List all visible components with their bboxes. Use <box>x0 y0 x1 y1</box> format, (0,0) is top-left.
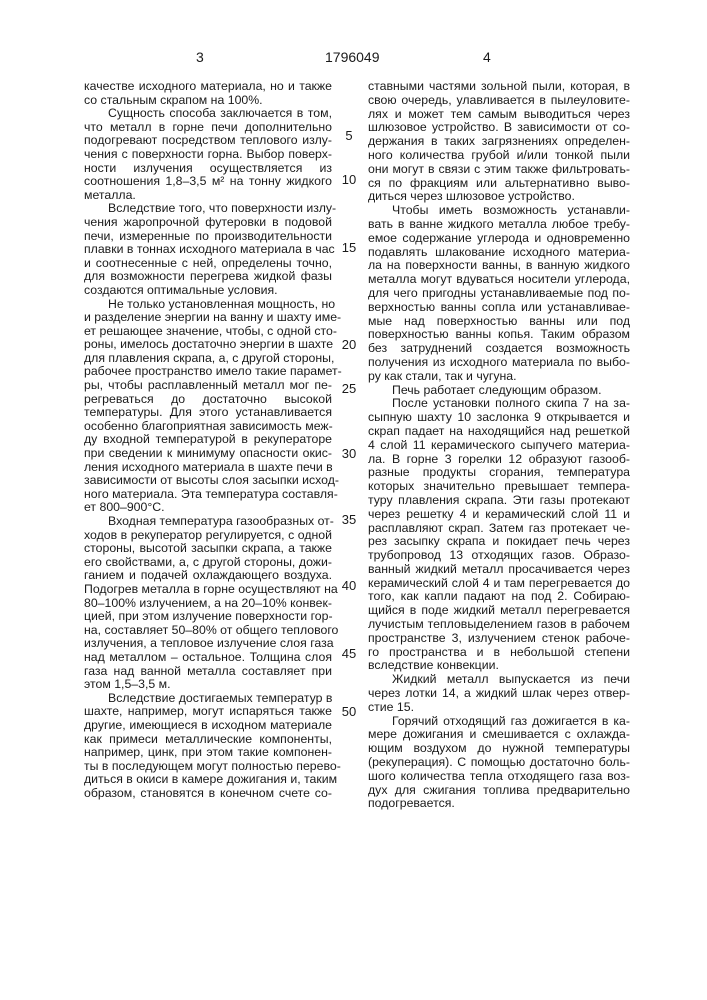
text-line: ры, чтобы расплавленный металл мог пе- <box>84 379 332 393</box>
text-line: получения из исходного материала по выбо- <box>368 356 630 370</box>
text-line: как примеси металлические компоненты, <box>84 733 332 747</box>
text-line: Жидкий металл выпускается из печи <box>368 673 630 687</box>
text-line: его свойствами, а, с другой стороны, дожи- <box>84 556 332 570</box>
right-text-column <box>368 80 630 811</box>
text-line: После установки полного скипа 7 на за- <box>368 397 630 411</box>
text-line: туру плавления скрапа. Эти газы протекают <box>368 494 630 508</box>
text-line: ся по фракциям или альтернативно выво- <box>368 177 630 191</box>
text-line: соотношения 1,8–3,5 м² на тонну жидкого <box>84 175 332 189</box>
text-line: лях и может тем самым выводиться через <box>368 108 630 122</box>
line-number: 50 <box>338 704 360 719</box>
text-line: шахте, например, могут испаряться также <box>84 705 332 719</box>
text-line: разные продукты сгорания, температура <box>368 466 630 480</box>
text-line: особенно благоприятная зависимость меж- <box>84 420 332 434</box>
text-line: печи, измеренные по производительности <box>84 230 332 244</box>
line-number: 45 <box>338 646 360 661</box>
text-line: стие 15. <box>368 701 630 715</box>
text-line: вать в ванне жидкого металла любое требу- <box>368 218 630 232</box>
text-line: подогревается. <box>368 797 630 811</box>
text-line: пространстве 3, излучением стенок рабоче- <box>368 632 630 646</box>
text-line: на, составляет 50–80% от общего теплового <box>84 624 332 638</box>
line-number: 15 <box>338 240 360 255</box>
left-page-number: 3 <box>196 49 204 65</box>
text-line: рез засыпку скрапа и покидает печь через <box>368 535 630 549</box>
text-line: через решетку 4 и керамический слой 11 и <box>368 508 630 522</box>
text-line: скрап падает на находящийся над решеткой <box>368 425 630 439</box>
text-line: ет решающее значение, чтобы, с одной сто- <box>84 325 332 339</box>
text-line: того, как капли падают на под 2. Собираю- <box>368 590 630 604</box>
text-line: ру как стали, так и чугуна. <box>368 370 630 384</box>
text-line: мые над поверхностью ванны или под <box>368 315 630 329</box>
text-line: Чтобы иметь возможность устанавли- <box>368 204 630 218</box>
text-line: ла. В горне 3 горелки 12 образуют газооб- <box>368 453 630 467</box>
text-line: плавки в тоннах исходного материала в час <box>84 243 332 257</box>
text-line: верхностью ванны сопла или устанавливае- <box>368 301 630 315</box>
text-line: рабочее пространство имело такие парамет- <box>84 365 332 379</box>
text-line: (рекуперация). С помощью достаточно боль- <box>368 756 630 770</box>
text-line: ления исходного материала в шахте печи в <box>84 461 332 475</box>
text-line: например, цинк, при этом такие компонен- <box>84 746 332 760</box>
text-line: шого количества тепла отходящего газа воз- <box>368 770 630 784</box>
text-line: стороны, высотой засыпки скрапа, а также <box>84 542 332 556</box>
text-line: Подогрев металла в горне осуществляют на <box>84 583 332 597</box>
text-line: свою очередь, улавливается в пылеуловите- <box>368 94 630 108</box>
text-line: поверхностью ванны копья. Таким образом <box>368 328 630 342</box>
left-text-column <box>84 80 332 800</box>
text-line: ты в последующем могут полностью перево- <box>84 760 332 774</box>
text-line: держания в таких загрязнениях определен- <box>368 135 630 149</box>
text-line: ного материала. Эта температура составля- <box>84 488 332 502</box>
text-line: при сведении к минимуму опасности окис- <box>84 447 332 461</box>
text-line: которых значительно превышает темпера- <box>368 480 630 494</box>
text-line: Горячий отходящий газ дожигается в ка- <box>368 715 630 729</box>
text-line: подавлять шлакование исходного материа- <box>368 246 630 260</box>
text-line: подогревают посредством теплового излу- <box>84 134 332 148</box>
text-line: что металл в горне печи дополнительно <box>84 121 332 135</box>
text-line: зависимости от высоты слоя засыпки исход- <box>84 474 332 488</box>
text-line: мере дожигания и смешивается с охлажда- <box>368 728 630 742</box>
text-line: ет 800–900°С. <box>84 501 332 515</box>
line-number: 40 <box>338 578 360 593</box>
text-line: Не только установленная мощность, но <box>84 298 332 312</box>
text-line: этом 1,5–3,5 м. <box>84 678 332 692</box>
right-page-number: 4 <box>483 49 491 65</box>
text-line: регреваться до достаточно высокой <box>84 393 332 407</box>
text-line: создаются оптимальные условия. <box>84 284 332 298</box>
text-line: Вследствие достигаемых температур в <box>84 692 332 706</box>
text-line: металла. <box>84 189 332 203</box>
line-number: 20 <box>338 337 360 352</box>
text-line: 4 слой 11 керамического сыпучего материа- <box>368 439 630 453</box>
text-line: над металлом – остальное. Толщина слоя <box>84 651 332 665</box>
text-line: ности излучения осуществляется из <box>84 162 332 176</box>
text-line: дух для сжигания топлива предварительно <box>368 784 630 798</box>
text-line: трубопровод 13 отходящих газов. Образо- <box>368 549 630 563</box>
text-line: ставными частями зольной пыли, которая, в <box>368 80 630 94</box>
text-line: качестве исходного материала, но и также <box>84 80 332 94</box>
text-line: сыпную шахту 10 заслонка 9 открывается и <box>368 411 630 425</box>
text-line: они могут в связи с этим также фильтровать- <box>368 163 630 177</box>
text-line: керамический слой 4 и там перегревается до <box>368 577 630 591</box>
text-line: образом, становятся в конечном счете со- <box>84 787 332 801</box>
text-line: шлюзовое устройство. В зависимости от со- <box>368 121 630 135</box>
text-line: Вследствие того, что поверхности излу- <box>84 202 332 216</box>
line-number: 30 <box>338 446 360 461</box>
text-line: вследствие конвекции. <box>368 659 630 673</box>
text-line: го пространства и в небольшой степени <box>368 646 630 660</box>
text-line: 80–100% излучением, а на 20–10% конвек- <box>84 597 332 611</box>
text-line: диться через шлюзовое устройство. <box>368 190 630 204</box>
text-line: расплавляют скрап. Затем газ протекает че- <box>368 522 630 536</box>
text-line: диться в окиси в камере дожигания и, таким <box>84 773 332 787</box>
text-line: емое содержание углерода и одновременно <box>368 232 630 246</box>
text-line: ного количества грубой и/или тонкой пыли <box>368 149 630 163</box>
text-line: ду входной температурой в рекуператоре <box>84 433 332 447</box>
line-number: 5 <box>338 128 360 143</box>
text-line: без затруднений создается возможность <box>368 342 630 356</box>
text-line: газа над ванной металла составляет при <box>84 665 332 679</box>
text-line: со стальным скрапом на 100%. <box>84 94 332 108</box>
line-number: 10 <box>338 172 360 187</box>
text-line: ла на поверхности ванны, в ванную жидкого <box>368 259 630 273</box>
text-line: щийся в поде жидкий металл перегревается <box>368 604 630 618</box>
text-line: для чего пригодны устанавливаемые под по- <box>368 287 630 301</box>
text-line: Печь работает следующим образом. <box>368 384 630 398</box>
text-line: лучистым тепловыделением газов в рабочем <box>368 618 630 632</box>
text-line: для плавления скрапа, а, с другой стороны, <box>84 352 332 366</box>
line-number: 25 <box>338 381 360 396</box>
text-line: ходов в рекуператор регулируется, с одной <box>84 529 332 543</box>
text-line: Входная температура газообразных от- <box>84 515 332 529</box>
text-line: излучения, а тепловое излучение слоя газа <box>84 637 332 651</box>
text-line: ванный жидкий металл просачивается через <box>368 563 630 577</box>
text-line: другие, имеющиеся в исходном материале <box>84 719 332 733</box>
text-line: ганием и подачей охлаждающего воздуха. <box>84 569 332 583</box>
text-line: чения жаропрочной футеровки в подовой <box>84 216 332 230</box>
text-line: и соотнесенные с ней, определены точно, <box>84 257 332 271</box>
text-line: через лотки 14, а жидкий шлак через отвер- <box>368 687 630 701</box>
text-line: роны, имелось достаточно энергии в шахте <box>84 338 332 352</box>
text-line: чения с поверхности горна. Выбор поверх- <box>84 148 332 162</box>
text-line: Сущность способа заключается в том, <box>84 107 332 121</box>
text-line: температуры. Для этого устанавливается <box>84 406 332 420</box>
text-line: ющим воздухом до нужной температуры <box>368 742 630 756</box>
text-line: металла могут вдуваться носители углерода, <box>368 273 630 287</box>
text-line: и разделение энергии на ванну и шахту име- <box>84 311 332 325</box>
text-line: цией, при этом излучение поверхности гор- <box>84 610 332 624</box>
line-number: 35 <box>338 512 360 527</box>
text-line: для возможности перегрева жидкой фазы <box>84 270 332 284</box>
patent-number: 1796049 <box>325 49 380 65</box>
